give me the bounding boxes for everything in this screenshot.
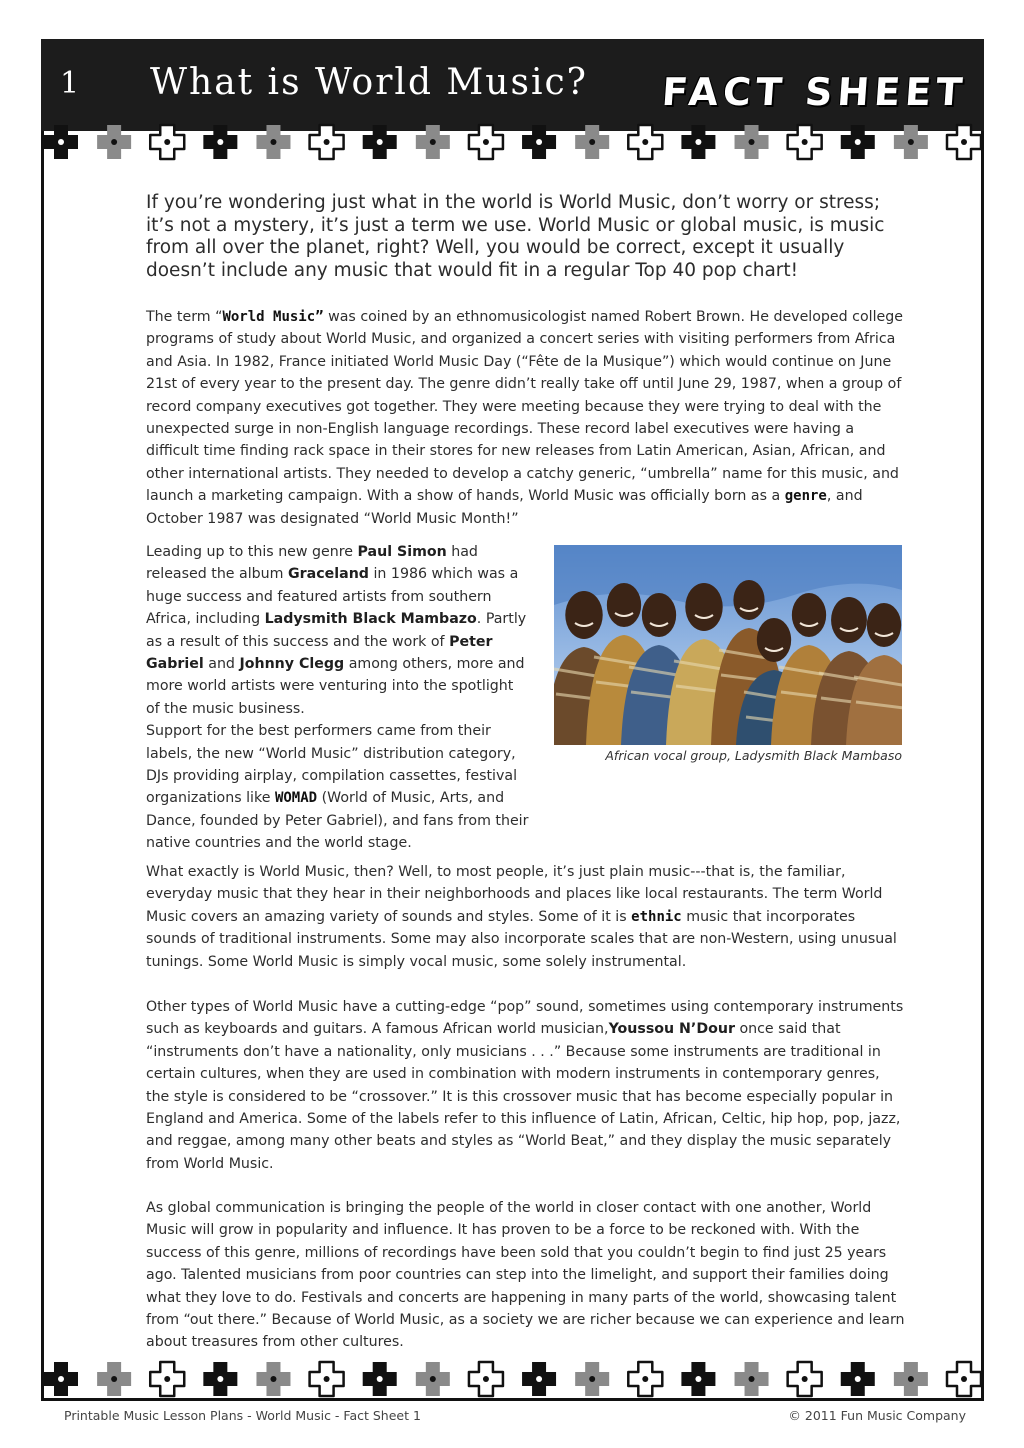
photo-caption: African vocal group, Ladysmith Black Mambaso xyxy=(605,748,902,763)
paragraph-origin: The term “World Music” was coined by an ethnomusicologist named Robert Brown. He developed college programs of study about World Music, and organized a concert series with visiting performers from Africa and Asia. In 1982, France initiated World Music Day (“Fête de la Musique”) which would continue on June 21st of every year to the present day. The genre didn’t really take off until June 29, 1987, when a group of record company executives got together. They were meeting because they were trying to deal with the unexpected surge in non-English language recordings. These record label executives were having a difficult time finding rack space in their stores for new releases from Latin American, Asian, African, and other international artists. They needed to develop a catchy generic, “umbrella” name for this music, and launch a marketing campaign. With a show of hands, World Music was officially born as a genre, and October 1987 was designated “World Music Month!” xyxy=(146,309,904,527)
footer-right: © 2011 Fun Music Company xyxy=(788,1408,966,1423)
term-womad: WOMAD xyxy=(274,790,318,807)
fact-sheet-badge: FACT SHEET xyxy=(660,70,969,114)
decorative-cross-border-bottom xyxy=(41,1359,984,1399)
intro-paragraph: If you’re wondering just what in the world is World Music, don’t worry or stress; it’s not a mystery, it’s just a term we use. World Music or global music, is music from all over the planet, right? Well, you would be correct, except it usually doesn’t include any music that would fit in a regular Top 40 pop chart! xyxy=(146,192,885,281)
group-photo xyxy=(554,545,902,745)
page-number: 1 xyxy=(60,66,80,101)
paragraph-global: As global communication is bringing the people of the world in closer contact with one another, World Music will grow in popularity and influence. It has proven to be a force to be reckoned with. With the success of this genre, millions of recordings have been sold that you couldn’t begin to find just 25 years ago. Talented musicians from poor countries can step into the limelight, and support their families doing what they love to do. Festivals and concerts are happening in many parts of the world, showcasing talent from “out there.” Because of World Music, as a society we are richer because we can experience and learn about treasures from other cultures. xyxy=(146,1200,905,1351)
paragraph-crossover: Other types of World Music have a cutting-edge “pop” sound, sometimes using contemporary instruments such as keyboards and guitars. A famous African world musician,Youssou N’Dour once said that “instruments don’t have a nationality, only musicians . . .” Because some instruments are traditional in certain cultures, when they are used in combination with modern instruments in contemporary genres, the style is considered to be “crossover.” It is this crossover music that has become especially popular in England and America. Some of the labels refer to this influence of Latin, African, Celtic, hip hop, pop, jazz, and reggae, among many other beats and styles as “World Beat,” and they display the music separately from World Music. xyxy=(146,999,904,1172)
paragraph-graceland: Leading up to this new genre Paul Simon had released the album Graceland in 1986 which was a huge success and featured artists from southern Africa, including Ladysmith Black Mambazo. Partly as a result of this success and the work of Peter Gabriel and Johnny Clegg among others, more and more world artists were venturing into the spotlight of the music business. Support for the best performers came from their labels, the new “World Music” distribution category, DJs providing airplay, compilation cassettes, festival organizations like WOMAD (World of Music, Arts, and Dance, founded by Peter Gabriel), and fans from their native countries and the world stage. xyxy=(146,544,529,852)
page-title: What is World Music? xyxy=(150,62,588,103)
decorative-cross-border-top xyxy=(41,122,984,162)
term-world-music: World Music” xyxy=(222,309,324,325)
term-genre: genre xyxy=(784,488,827,505)
paragraph-what-is: What exactly is World Music, then? Well, to most people, it’s just plain music---that is, the familiar, everyday music that they hear in their neighborhoods and places like local restaurants. The term World Music covers an amazing variety of sounds and styles. Some of it is ethnic music that incorporates sounds of traditional instruments. Some may also incorporate scales that are non-Western, using unusual tunings. Some World Music is simply vocal music, some solely instrumental. xyxy=(146,864,897,970)
term-ethnic: ethnic xyxy=(631,908,682,925)
footer-left: Printable Music Lesson Plans - World Music - Fact Sheet 1 xyxy=(64,1408,421,1423)
